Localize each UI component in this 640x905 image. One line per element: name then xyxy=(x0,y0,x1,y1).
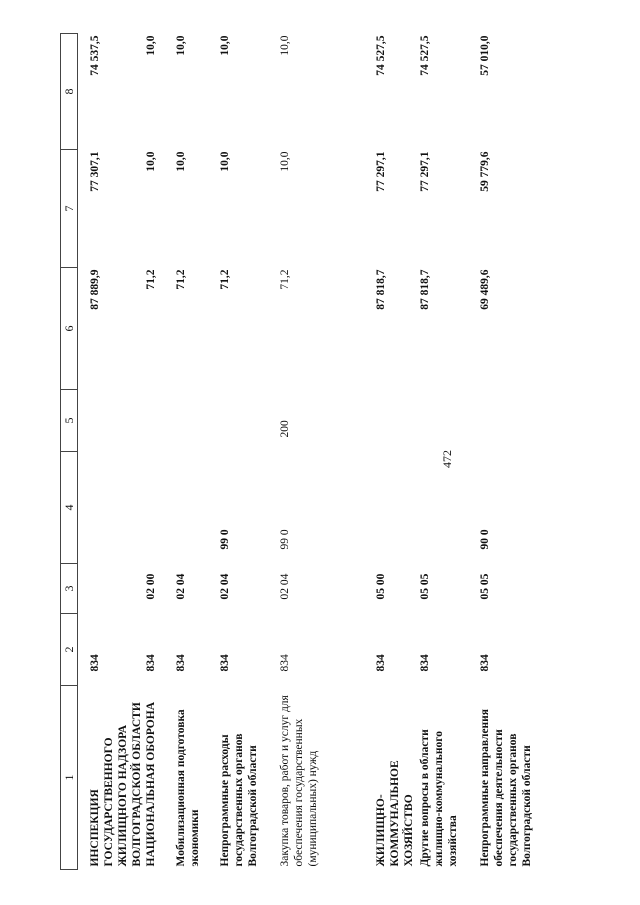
table-row xyxy=(144,34,174,870)
expense-type-code xyxy=(144,390,174,452)
amount-col7: 59 779,6 xyxy=(479,151,491,192)
amount-col6: 71,2 xyxy=(175,269,187,290)
ministry-code: 834 xyxy=(145,654,157,672)
column-header: 7 xyxy=(61,150,78,268)
table-row xyxy=(374,34,418,870)
section-code: 05 00 xyxy=(375,573,387,600)
table-row xyxy=(218,34,278,870)
target-code: 99 0 xyxy=(279,529,291,550)
row-name: Непрограммные направления обеспечения деятельности государственных органов Волгоградской области xyxy=(479,708,533,867)
amount-col7: 10,0 xyxy=(145,151,157,172)
amount-col7: 10,0 xyxy=(279,151,291,172)
column-header: 1 xyxy=(61,686,78,870)
ministry-code: 834 xyxy=(375,654,387,672)
expense-type-code xyxy=(78,390,145,452)
amount-col8: 10,0 xyxy=(219,35,231,56)
table-row xyxy=(278,34,374,870)
table-row xyxy=(478,34,558,870)
ministry-code: 834 xyxy=(479,654,491,672)
amount-col8: 10,0 xyxy=(279,35,291,56)
amount-col7: 77 307,1 xyxy=(89,151,101,192)
amount-col6: 71,2 xyxy=(145,269,157,290)
target-code xyxy=(144,452,174,564)
ministry-code: 834 xyxy=(219,654,231,672)
ministry-code: 834 xyxy=(175,654,187,672)
expense-type-code xyxy=(374,390,418,452)
amount-col8: 57 010,0 xyxy=(479,35,491,76)
table-row xyxy=(418,34,478,870)
target-code xyxy=(78,452,145,564)
budget-table-sheet xyxy=(60,34,580,870)
amount-col8: 10,0 xyxy=(145,35,157,56)
expense-type-code xyxy=(174,390,218,452)
section-code: 02 04 xyxy=(175,573,187,600)
amount-col6: 87 889,9 xyxy=(89,269,101,310)
target-code: 90 0 xyxy=(479,529,491,550)
section-code: 05 05 xyxy=(479,573,491,600)
column-header: 5 xyxy=(61,390,78,452)
amount-col8: 74 537,5 xyxy=(89,35,101,76)
table-row xyxy=(78,34,145,870)
target-code xyxy=(418,452,478,564)
target-code: 99 0 xyxy=(219,529,231,550)
column-header: 2 xyxy=(61,614,78,686)
amount-col6: 87 818,7 xyxy=(375,269,387,310)
row-name: Непрограммные расходы государственных органов Волгоградской области xyxy=(219,733,259,867)
row-name: Закупка товаров, работ и услуг для обеспечения государственных (муниципальных) нужд xyxy=(279,695,319,867)
table-row xyxy=(174,34,218,870)
row-name: ИНСПЕКЦИЯ ГОСУДАРСТВЕННОГО ЖИЛИЩНОГО НАДЗОРА ВОЛГОГРАДСКОЙ ОБЛАСТИ xyxy=(89,702,143,867)
budget-table xyxy=(60,33,558,870)
column-header: 3 xyxy=(61,564,78,614)
table-header-row xyxy=(61,34,78,870)
amount-col7: 10,0 xyxy=(175,151,187,172)
expense-type-code xyxy=(478,390,558,452)
section-code: 02 04 xyxy=(279,573,291,600)
ministry-code: 834 xyxy=(419,654,431,672)
amount-col6: 69 489,6 xyxy=(479,269,491,310)
amount-col8: 10,0 xyxy=(175,35,187,56)
section-code: 02 04 xyxy=(219,573,231,600)
expense-type-code xyxy=(218,390,278,452)
section-code: 02 00 xyxy=(145,573,157,600)
column-header: 6 xyxy=(61,268,78,390)
amount-col7: 77 297,1 xyxy=(375,151,387,192)
section-code: 05 05 xyxy=(419,573,431,600)
amount-col8: 74 527,5 xyxy=(419,35,431,76)
amount-col6: 71,2 xyxy=(219,269,231,290)
page-number: 472 xyxy=(440,450,454,468)
amount-col8: 74 527,5 xyxy=(375,35,387,76)
amount-col6: 87 818,7 xyxy=(419,269,431,310)
section-code xyxy=(78,564,145,614)
row-name: Мобилизационная подготовка экономики xyxy=(175,709,201,867)
ministry-code: 834 xyxy=(89,654,101,672)
column-header: 4 xyxy=(61,452,78,564)
row-name: НАЦИОНАЛЬНАЯ ОБОРОНА xyxy=(145,701,157,867)
amount-col6: 71,2 xyxy=(279,269,291,290)
expense-type-code: 200 xyxy=(279,420,291,438)
amount-col7: 77 297,1 xyxy=(419,151,431,192)
expense-type-code xyxy=(418,390,478,452)
target-code xyxy=(374,452,418,564)
amount-col7: 10,0 xyxy=(219,151,231,172)
row-name: ЖИЛИЩНО-КОММУНАЛЬНОЕ ХОЗЯЙСТВО xyxy=(375,760,415,867)
ministry-code: 834 xyxy=(279,654,291,672)
row-name: Другие вопросы в области жилищно-коммунального хозяйства xyxy=(419,729,459,867)
column-header: 8 xyxy=(61,34,78,150)
target-code xyxy=(174,452,218,564)
